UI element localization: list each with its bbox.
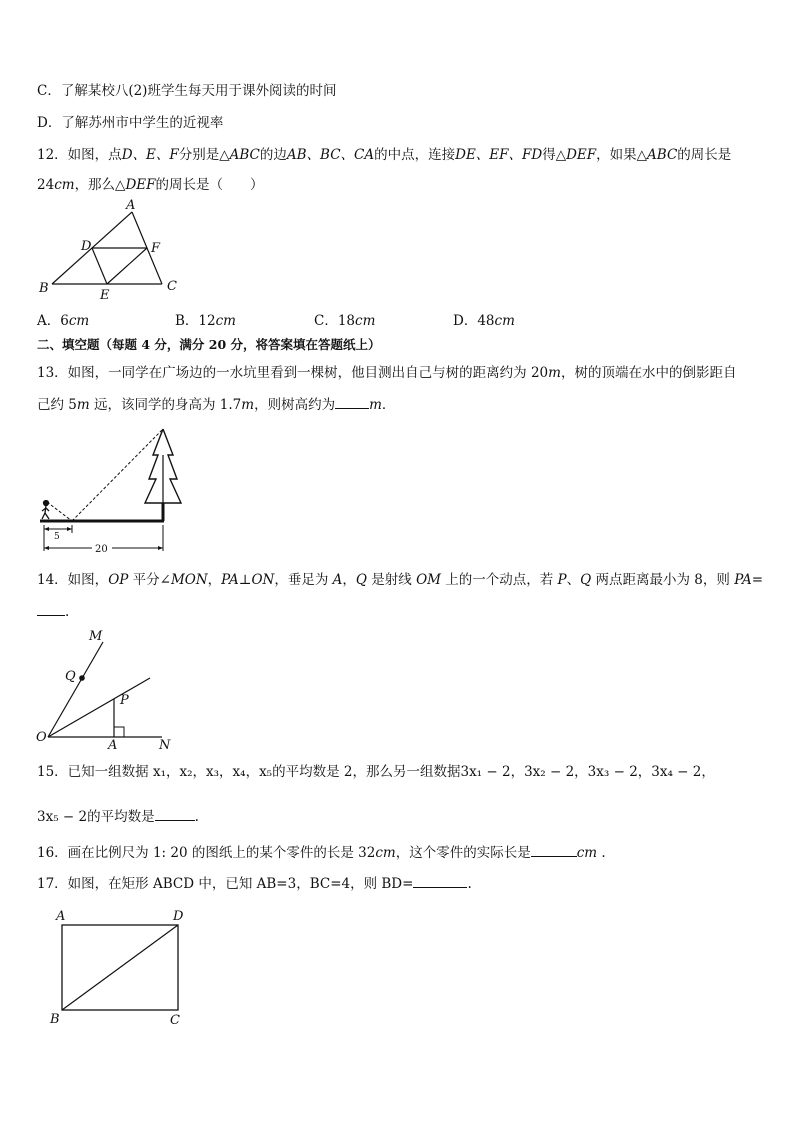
q14-point-q (79, 675, 85, 681)
q14-label-o: O (36, 730, 47, 745)
q14-answer-blank[interactable] (37, 601, 65, 616)
q13-dim-label-20: 20 (95, 544, 108, 555)
q14-ray-op (48, 678, 150, 737)
q13-tree-reflection-figure (36, 425, 196, 560)
q13-dim-label-5: 5 (54, 532, 60, 542)
q12-option-a: A．6cm (37, 313, 90, 329)
q14-stem-line1: 14．如图，OP 平分∠MON，PA⊥ON，垂足为 A，Q 是射线 OM 上的一个动点，若 P、Q 两点距离最小为 8，则 PA= (37, 572, 764, 588)
q17-diagonal-bd (62, 925, 178, 1010)
q14-angle-figure (34, 628, 184, 753)
q14-label-m: M (89, 629, 103, 644)
q15-answer-blank[interactable] (155, 806, 195, 821)
q11-option-d: D．了解苏州市中学生的近视率 (37, 115, 224, 131)
q11-option-c: C．了解某校八(2)班学生每天用于课外阅读的时间 (37, 83, 337, 99)
q14-label-a: A (108, 738, 118, 753)
q12-option-b: B．12cm (175, 313, 236, 329)
q13-stem-line1: 13．如图，一同学在广场边的一水坑里看到一棵树，他目测出自己与树的距离约为 20m，树的顶端在水中的倒影距自 (37, 365, 737, 381)
q12-label-c: C (167, 279, 177, 294)
q12-label-a: A (126, 198, 136, 213)
q12-label-d: D (81, 239, 92, 254)
q17-label-c: C (170, 1013, 180, 1028)
q12-segment-de (92, 248, 107, 284)
q14-label-n: N (159, 738, 171, 753)
q13-sight-line-eye (47, 502, 72, 521)
q17-answer-blank[interactable] (413, 873, 467, 888)
q15-stem-line1: 15．已知一组数据 x₁，x₂，x₃，x₄，x₅的平均数是 2，那么另一组数据3x₁ − 2，3x₂ − 2，3x₃ − 2，3x₄ − 2， (37, 764, 715, 780)
q13-answer-blank[interactable] (335, 394, 369, 409)
q17-label-a: A (56, 909, 66, 924)
section-heading-fill-in: 二、填空题（每题 4 分，满分 20 分，将答案填在答题纸上） (37, 337, 381, 352)
q14-label-p: P (120, 693, 129, 708)
q12-option-d: D．48cm (453, 313, 515, 329)
q12-segment-ef (107, 248, 147, 284)
q17-stem: 17．如图，在矩形 ABCD 中，已知 AB=3，BC=4，则 BD= . (37, 873, 472, 894)
q12-option-c: C．18cm (314, 313, 376, 329)
q12-label-f: F (151, 241, 161, 256)
q12-stem-line1: 12．如图，点D、E、F分别是△ABC的边AB、BC、CA的中点，连接DE、EF、FD得△DEF，如果△ABC的周长是 (37, 147, 732, 163)
q13-sight-line-tree (72, 429, 163, 521)
q12-label-e: E (100, 288, 110, 303)
q12-stem-line2: 24cm，那么△DEF的周长是（ ） (37, 177, 264, 193)
q17-label-d: D (173, 909, 184, 924)
q17-rectangle-figure (48, 905, 198, 1030)
q14-stem-line2: . (37, 601, 69, 622)
q12-triangle-figure (36, 198, 186, 303)
q14-label-q: Q (65, 669, 76, 684)
q16-stem: 16．画在比例尺为 1: 20 的图纸上的某个零件的长是 32cm，这个零件的实际长是 cm . (37, 842, 606, 863)
q14-right-angle-mark (114, 727, 124, 737)
q14-ray-om (48, 642, 103, 737)
q16-answer-blank[interactable] (531, 842, 577, 857)
q13-stem-line2: 己约 5m 远，该同学的身高为 1.7m，则树高约为 m． (37, 394, 395, 415)
q17-label-b: B (50, 1012, 60, 1027)
q15-stem-line2: 3x₅ − 2的平均数是 . (37, 806, 199, 827)
q12-label-b: B (39, 281, 49, 296)
